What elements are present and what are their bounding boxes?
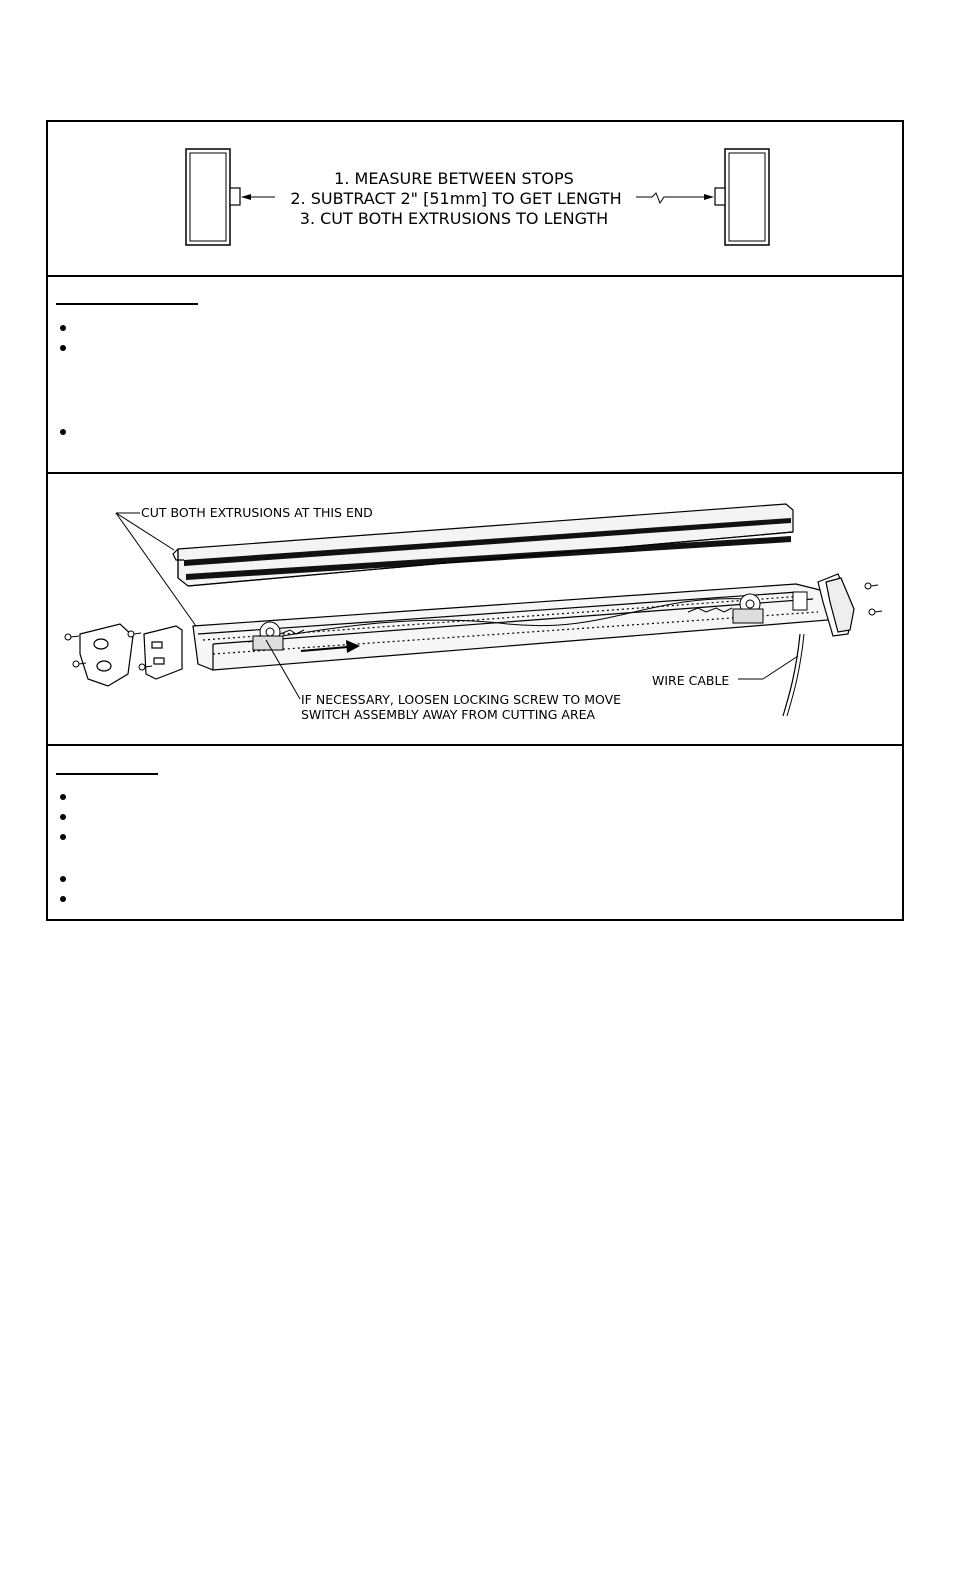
right-stop-outer bbox=[725, 149, 769, 245]
right-arrowhead bbox=[704, 194, 714, 200]
bullet-marker bbox=[60, 834, 66, 840]
bullet-marker bbox=[60, 876, 66, 882]
bullet-marker bbox=[60, 896, 66, 902]
right-end-cap bbox=[818, 574, 854, 636]
right-stop-tab bbox=[715, 188, 725, 205]
wire-cable-callout: WIRE CABLE bbox=[652, 673, 730, 688]
right-screws bbox=[865, 583, 882, 615]
left-stop-inner bbox=[190, 153, 226, 241]
left-end-cap bbox=[80, 624, 133, 686]
section-heading-rule bbox=[56, 773, 158, 775]
bullet-marker bbox=[60, 794, 66, 800]
measure-diagram bbox=[48, 122, 902, 274]
cut-end-callout: CUT BOTH EXTRUSIONS AT THIS END bbox=[141, 505, 373, 520]
measure-step-3: 3. CUT BOTH EXTRUSIONS TO LENGTH bbox=[299, 209, 609, 228]
lower-extrusion bbox=[193, 584, 828, 670]
assembly-section bbox=[48, 474, 902, 744]
right-dimension-line bbox=[636, 193, 710, 203]
instructions-section-1 bbox=[48, 277, 902, 472]
assembly-drawing bbox=[48, 474, 902, 744]
right-stop-inner bbox=[729, 153, 765, 241]
wire-leader bbox=[763, 656, 798, 679]
left-stop-tab bbox=[230, 188, 240, 205]
measure-step-1: 1. MEASURE BETWEEN STOPS bbox=[334, 169, 574, 188]
measure-step-2: 2. SUBTRACT 2" [51mm] TO GET LENGTH bbox=[290, 189, 622, 208]
locking-screw-callout-line2: SWITCH ASSEMBLY AWAY FROM CUTTING AREA bbox=[301, 707, 596, 722]
measure-section bbox=[48, 122, 902, 276]
bullet-marker bbox=[60, 345, 66, 351]
left-bracket bbox=[144, 626, 182, 679]
bullet-marker bbox=[60, 429, 66, 435]
wire-cable-outline bbox=[787, 634, 804, 716]
left-stop-outer bbox=[186, 149, 230, 245]
instructions-section-2 bbox=[48, 746, 902, 921]
section-heading-rule bbox=[56, 303, 198, 305]
bullet-marker bbox=[60, 814, 66, 820]
instruction-frame bbox=[46, 120, 904, 921]
locking-screw-callout-line1: IF NECESSARY, LOOSEN LOCKING SCREW TO MOVE bbox=[301, 692, 622, 707]
left-arrowhead bbox=[241, 194, 251, 200]
bullet-marker bbox=[60, 325, 66, 331]
